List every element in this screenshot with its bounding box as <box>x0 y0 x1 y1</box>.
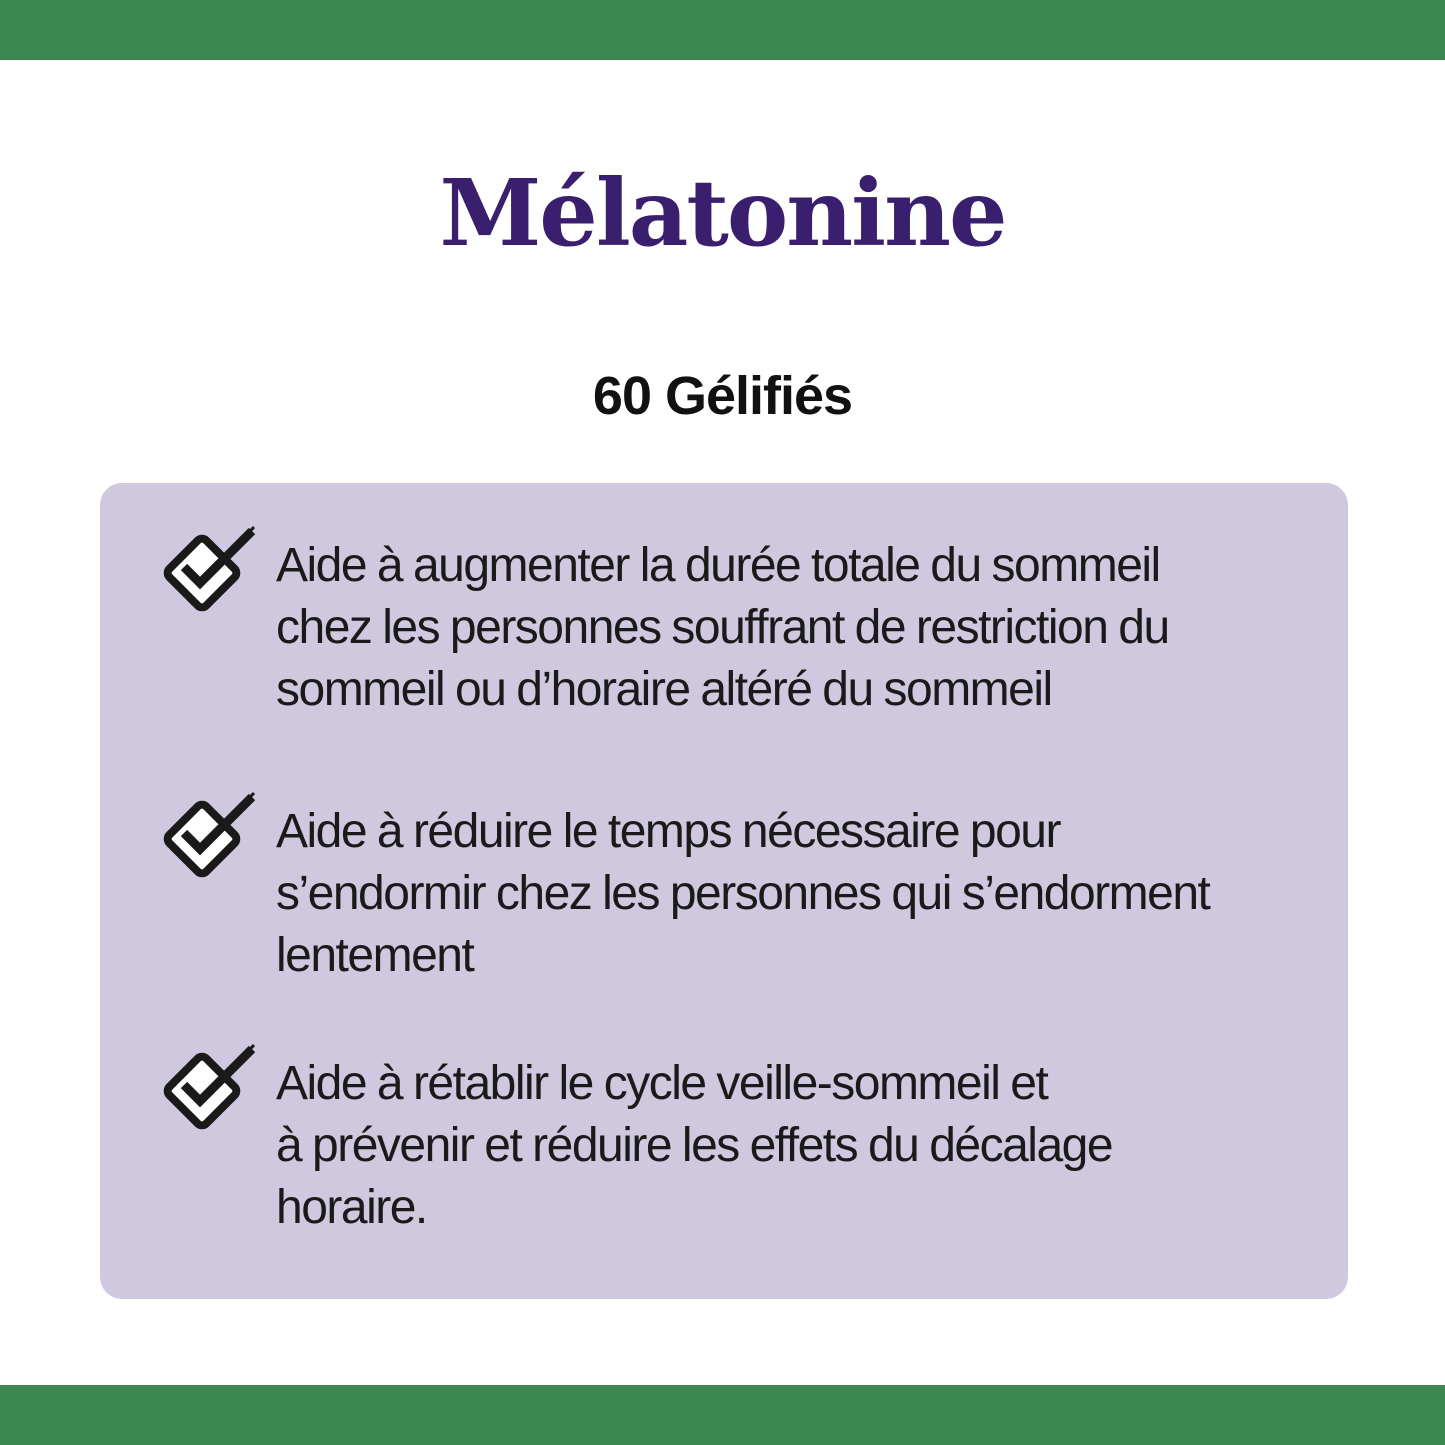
product-count: 60 Gélifiés <box>592 366 853 426</box>
product-title: Mélatonine <box>439 159 1006 267</box>
benefit-text: Aide à rétablir le cycle veille-sommeil et à prévenir et réduire les effets du décalage horaire. <box>276 1057 1113 1234</box>
benefits-panel <box>100 483 1348 1299</box>
checkbox-check-icon <box>160 789 260 881</box>
checkbox-check-icon <box>160 1041 260 1133</box>
checkbox-check-icon <box>160 523 260 615</box>
bottom-green-band <box>0 1385 1445 1445</box>
benefit-text: Aide à augmenter la durée totale du sommeil chez les personnes souffrant de restriction du sommeil ou d’horaire altéré du sommeil <box>276 539 1169 716</box>
benefit-text: Aide à réduire le temps nécessaire pour s’endormir chez les personnes qui s’endorment lentement <box>276 805 1210 982</box>
top-green-band <box>0 0 1445 60</box>
